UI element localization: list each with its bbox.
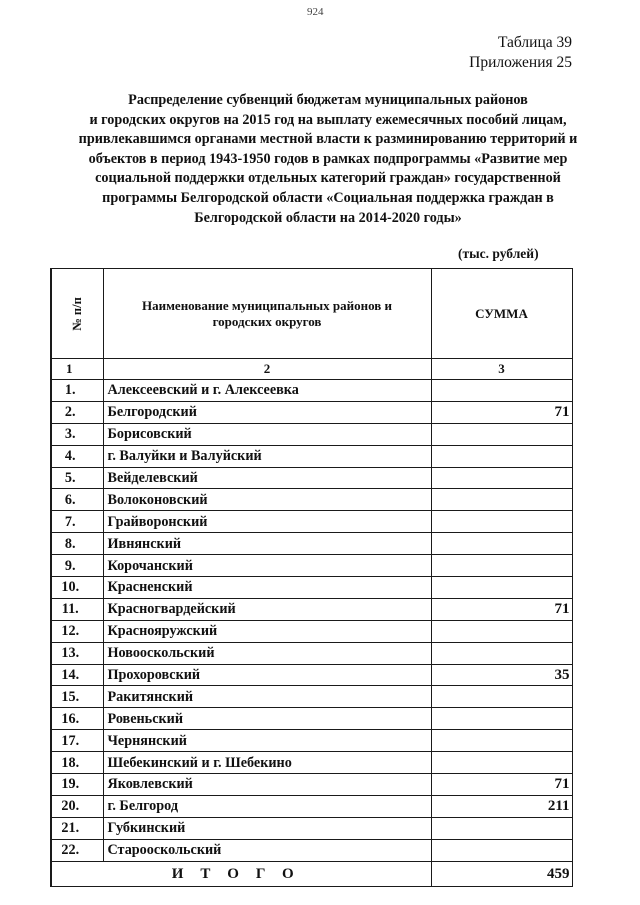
table-row	[51, 533, 572, 555]
district-sum	[431, 423, 572, 445]
district-name: Прохоровский	[103, 664, 431, 686]
district-sum	[431, 489, 572, 511]
table-row	[51, 708, 572, 730]
column-index-row	[51, 359, 572, 380]
table-row	[51, 401, 572, 423]
district-name: Ракитянский	[103, 686, 431, 708]
table-row	[51, 664, 572, 686]
total-label: ИТОГО	[51, 861, 431, 886]
district-sum	[431, 642, 572, 664]
page-number: 924	[307, 6, 324, 18]
table-row	[51, 511, 572, 533]
row-number: 14.	[51, 664, 103, 686]
table-row	[51, 598, 572, 620]
row-number: 7.	[51, 511, 103, 533]
column-index: 3	[431, 359, 572, 380]
header-sum: СУММА	[431, 269, 572, 359]
row-number: 8.	[51, 533, 103, 555]
table-row	[51, 839, 572, 861]
district-name: Губкинский	[103, 817, 431, 839]
title-line: Белгородской области на 2014-2020 годы»	[194, 209, 462, 226]
table-row	[51, 817, 572, 839]
table-heading	[469, 33, 572, 73]
table-row	[51, 774, 572, 796]
document-title	[40, 91, 616, 228]
title-line: социальной поддержки отдельных категорий граждан» государственной	[95, 170, 561, 187]
header-name: Наименование муниципальных районов и городских округов	[103, 269, 431, 359]
district-sum	[431, 445, 572, 467]
header-num-cell	[51, 269, 103, 359]
table-row	[51, 489, 572, 511]
table-row	[51, 577, 572, 599]
row-number: 16.	[51, 708, 103, 730]
row-number: 1.	[51, 380, 103, 402]
district-name: Волоконовский	[103, 489, 431, 511]
row-number: 15.	[51, 686, 103, 708]
district-name: Красненский	[103, 577, 431, 599]
row-number: 22.	[51, 839, 103, 861]
row-number: 11.	[51, 598, 103, 620]
header-num: № п/п	[70, 296, 85, 331]
district-name: Корочанский	[103, 555, 431, 577]
row-number: 10.	[51, 577, 103, 599]
district-name: Алексеевский и г. Алексеевка	[103, 380, 431, 402]
table-row	[51, 423, 572, 445]
district-sum	[431, 708, 572, 730]
district-sum	[431, 467, 572, 489]
district-name: г. Белгород	[103, 795, 431, 817]
district-sum	[431, 752, 572, 774]
row-number: 17.	[51, 730, 103, 752]
district-sum	[431, 620, 572, 642]
subvention-table	[50, 268, 573, 887]
district-sum: 35	[431, 664, 572, 686]
district-name: Яковлевский	[103, 774, 431, 796]
district-name: Ровеньский	[103, 708, 431, 730]
row-number: 13.	[51, 642, 103, 664]
district-name: Вейделевский	[103, 467, 431, 489]
row-number: 9.	[51, 555, 103, 577]
table-row	[51, 445, 572, 467]
district-sum: 71	[431, 401, 572, 423]
table-row	[51, 686, 572, 708]
district-sum	[431, 730, 572, 752]
title-line: программы Белгородской области «Социальная поддержка граждан в	[102, 189, 554, 206]
district-sum	[431, 511, 572, 533]
table-label: Таблица 39	[497, 34, 572, 51]
row-number: 6.	[51, 489, 103, 511]
row-number: 5.	[51, 467, 103, 489]
column-index: 1	[51, 359, 103, 380]
district-name: Краснояружский	[103, 620, 431, 642]
district-sum	[431, 817, 572, 839]
table-row	[51, 795, 572, 817]
table-row	[51, 620, 572, 642]
table-row	[51, 555, 572, 577]
district-name: Грайворонский	[103, 511, 431, 533]
district-name: Борисовский	[103, 423, 431, 445]
row-number: 2.	[51, 401, 103, 423]
table-row	[51, 467, 572, 489]
units-label: (тыс. рублей)	[458, 246, 539, 261]
table-row	[51, 752, 572, 774]
row-number: 19.	[51, 774, 103, 796]
table-row	[51, 730, 572, 752]
district-sum: 71	[431, 598, 572, 620]
title-line: Распределение субвенций бюджетам муниципальных районов	[128, 92, 528, 108]
district-sum	[431, 380, 572, 402]
district-name: Новооскольский	[103, 642, 431, 664]
table-header-row	[51, 269, 572, 359]
table-row	[51, 642, 572, 664]
district-name: Красногвардейский	[103, 598, 431, 620]
total-row	[51, 861, 572, 886]
row-number: 3.	[51, 423, 103, 445]
district-name: г. Валуйки и Валуйский	[103, 445, 431, 467]
row-number: 20.	[51, 795, 103, 817]
total-sum: 459	[431, 861, 572, 886]
district-sum: 211	[431, 795, 572, 817]
district-sum	[431, 533, 572, 555]
district-sum: 71	[431, 774, 572, 796]
row-number: 21.	[51, 817, 103, 839]
district-name: Ивнянский	[103, 533, 431, 555]
table-row	[51, 380, 572, 402]
title-line: привлекавшимся органами местной власти к разминированию территорий и	[78, 131, 578, 148]
district-sum	[431, 577, 572, 599]
title-line: и городских округов на 2015 год на выплату ежемесячных пособий лицам,	[89, 111, 567, 128]
district-name: Белгородский	[103, 401, 431, 423]
row-number: 18.	[51, 752, 103, 774]
district-name: Чернянский	[103, 730, 431, 752]
district-sum	[431, 555, 572, 577]
row-number: 12.	[51, 620, 103, 642]
district-sum	[431, 686, 572, 708]
district-name: Шебекинский и г. Шебекино	[103, 752, 431, 774]
appendix-label: Приложения 25	[469, 54, 572, 71]
title-line: объектов в период 1943-1950 годов в рамках подпрограммы «Развитие мер	[88, 150, 568, 167]
row-number: 4.	[51, 445, 103, 467]
district-name: Старооскольский	[103, 839, 431, 861]
district-sum	[431, 839, 572, 861]
column-index: 2	[103, 359, 431, 380]
